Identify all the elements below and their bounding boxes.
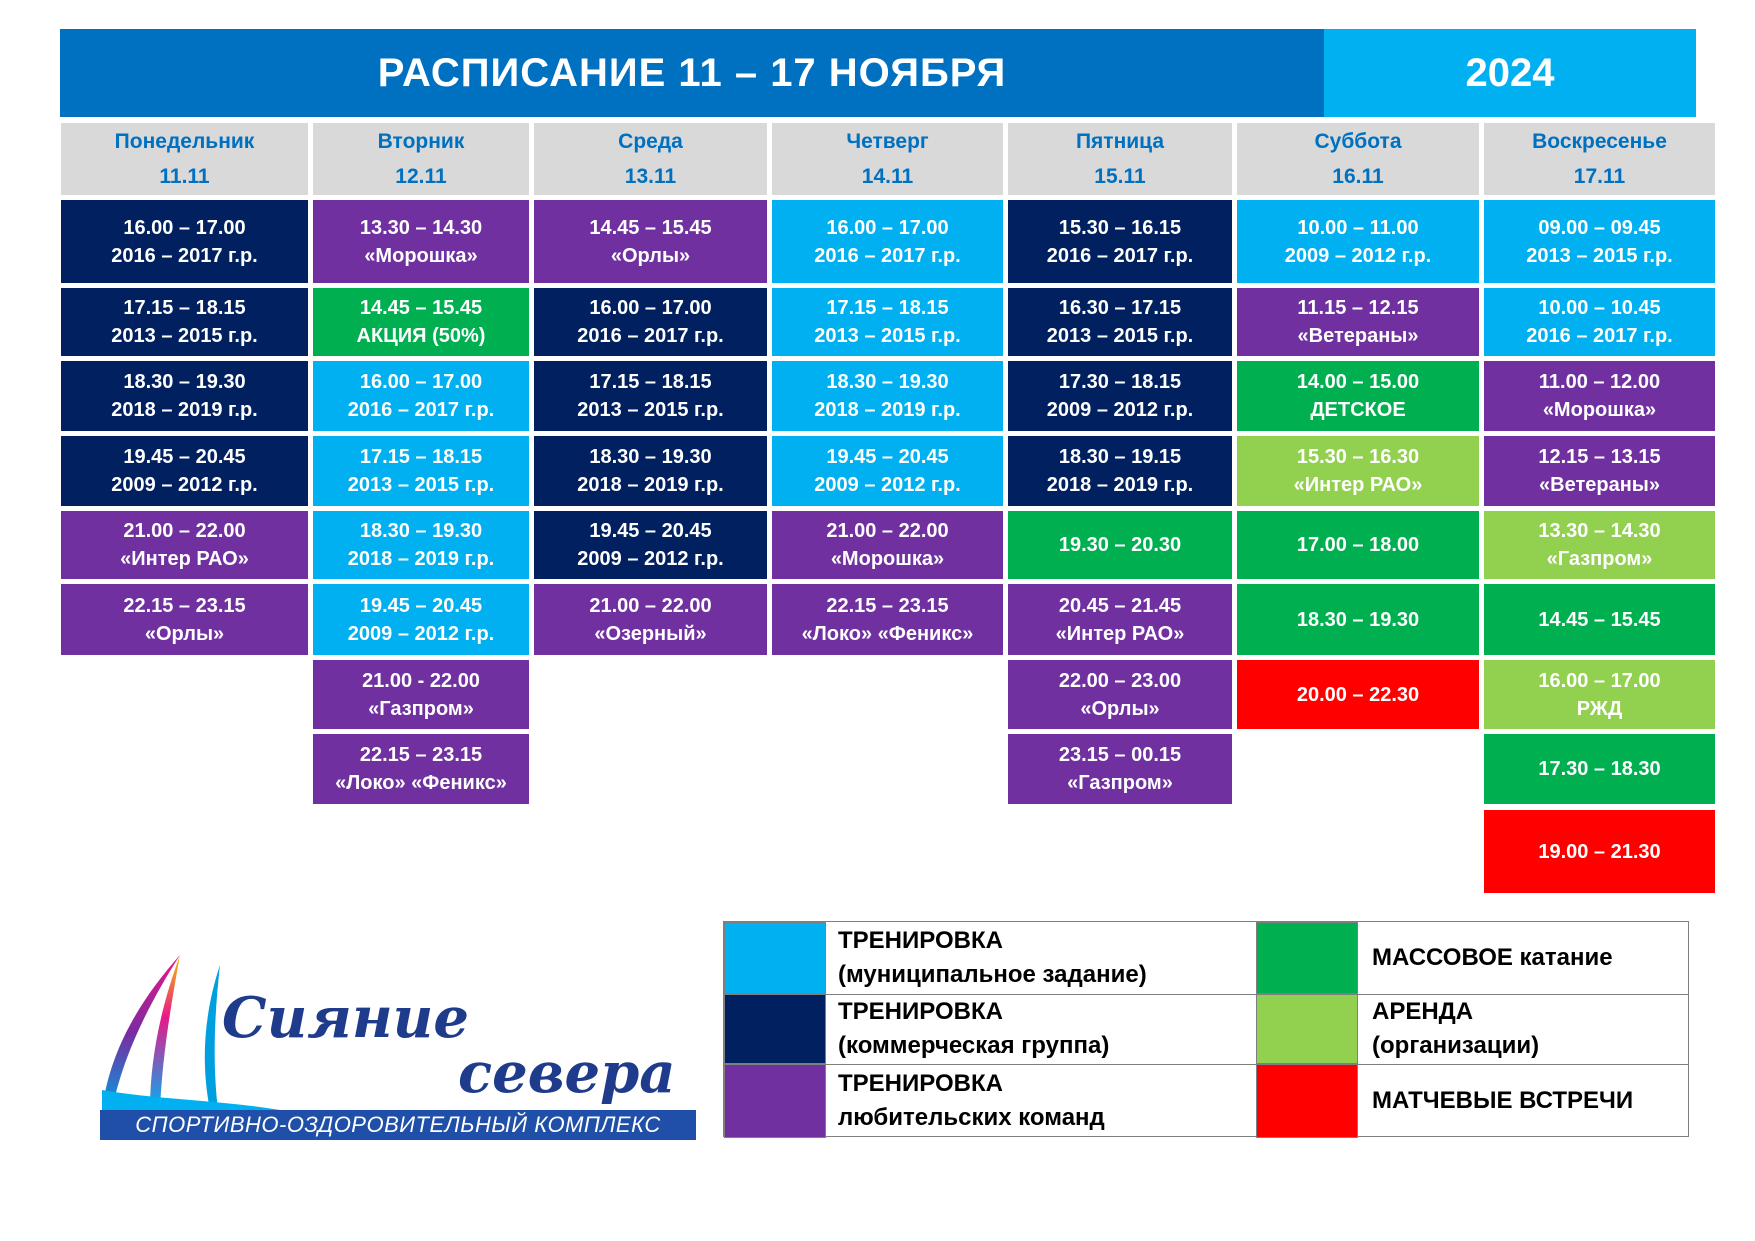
day-header [1237,123,1479,195]
slot-group: 2013 – 2015 г.р. [1526,244,1673,267]
slot-time: 17.15 – 18.15 [123,297,246,319]
day-date: 13.11 [624,165,677,188]
day-name: Четверг [846,130,929,153]
legend-title: МАССОВОЕ катание [1372,944,1613,971]
slot-group: «Морошка» [830,548,945,570]
legend-title: ТРЕНИРОВКА [838,1070,1003,1097]
schedule-slot [1008,660,1232,729]
slot-time: 16.00 – 17.00 [826,216,949,239]
day-header [772,123,1003,195]
slot-group: 2016 – 2017 г.р. [1046,244,1194,267]
slot-time: 15.30 – 16.30 [1296,446,1420,468]
day-name: Пятница [1075,130,1165,153]
schedule-slot [1484,660,1715,729]
day-date: 14.11 [861,165,914,188]
slot-group: «Морошка» [364,244,478,267]
slot-time: 17.30 – 18.15 [1058,371,1182,393]
slot-time: 19.45 – 20.45 [123,446,246,468]
slot-time: 18.30 – 19.30 [359,520,483,542]
schedule-slot [772,584,1003,655]
slot-time: 21.00 - 22.00 [362,669,480,692]
slot-time: 18.30 – 19.30 [1296,608,1420,631]
slot-group: 2013 – 2015 г.р. [814,325,961,347]
day-date: 15.11 [1094,165,1146,188]
slot-group: 2009 – 2012 г.р. [347,622,495,645]
legend-label [1372,922,1613,994]
day-date: 17.11 [1573,165,1626,188]
schedule-slot [772,200,1003,283]
slot-time: 21.00 – 22.00 [826,520,949,542]
schedule-slot [1008,511,1232,579]
slot-time: 19.00 – 21.30 [1538,840,1661,863]
schedule-slot [534,584,767,655]
schedule-slot [61,200,308,283]
slot-time: 16.30 – 17.15 [1058,297,1182,319]
slot-time: 22.00 – 23.00 [1058,669,1182,692]
slot-group: 2018 – 2019 г.р. [1046,474,1194,496]
schedule-title: РАСПИСАНИЕ 11 – 17 НОЯБРЯ [60,29,1324,117]
day-header [61,123,308,195]
legend-swatch [724,994,826,1064]
slot-group: «Орлы» [144,622,225,645]
slot-group: «Ветераны» [1297,325,1419,347]
legend-label [1372,1064,1633,1138]
day-name: Понедельник [114,130,255,153]
legend-label [838,994,1109,1064]
legend-table [723,921,1689,1137]
legend-label [1372,994,1539,1064]
legend-label [838,922,1147,994]
slot-time: 15.30 – 16.15 [1058,216,1182,239]
schedule-slot [534,361,767,431]
slot-group: ДЕТСКОЕ [1310,399,1406,421]
schedule-slot [1484,584,1715,655]
logo-word-siyanie: Сияние [222,985,470,1051]
schedule-slot [313,200,529,283]
slot-group: «Ветераны» [1539,474,1660,496]
schedule-slot [1237,361,1479,431]
slot-time: 14.45 – 15.45 [589,216,712,239]
slot-time: 10.00 – 10.45 [1538,297,1661,319]
schedule-slot [1484,810,1715,893]
schedule-slot [1484,288,1715,356]
schedule-slot [313,660,529,729]
day-name: Суббота [1314,130,1402,153]
schedule-slot [1484,200,1715,283]
legend-title: ТРЕНИРОВКА [838,927,1003,954]
schedule-slot [313,288,529,356]
slot-group: 2013 – 2015 г.р. [347,474,495,496]
schedule-slot [534,436,767,506]
slot-time: 13.30 – 14.30 [359,216,483,239]
slot-time: 10.00 – 11.00 [1297,216,1419,239]
schedule-slot [313,436,529,506]
slot-time: 11.00 – 12.00 [1538,371,1661,393]
logo-tagline: СПОРТИВНО-ОЗДОРОВИТЕЛЬНЫЙ КОМПЛЕКС [100,1110,696,1140]
slot-time: 23.15 – 00.15 [1058,744,1182,766]
slot-time: 11.15 – 12.15 [1297,297,1419,319]
legend-swatch [1256,1064,1358,1138]
schedule-slot [61,288,308,356]
schedule-slot [772,288,1003,356]
schedule-slot [313,511,529,579]
slot-group: 2018 – 2019 г.р. [111,399,258,421]
legend-divider [724,994,1688,995]
slot-time: 14.45 – 15.45 [1538,608,1661,631]
schedule-slot [1237,511,1479,579]
schedule-slot [313,361,529,431]
slot-time: 17.15 – 18.15 [826,297,949,319]
schedule-slot [1484,361,1715,431]
slot-time: 17.15 – 18.15 [589,371,712,393]
day-date: 11.11 [159,165,210,188]
schedule-slot [1237,660,1479,729]
slot-group: «Локо» «Феникс» [801,622,974,645]
schedule-slot [61,436,308,506]
slot-time: 18.30 – 19.30 [826,371,949,393]
schedule-slot [772,436,1003,506]
slot-time: 13.30 – 14.30 [1538,520,1661,542]
slot-time: 19.30 – 20.30 [1058,534,1182,556]
slot-time: 12.15 – 13.15 [1538,446,1661,468]
slot-group: АКЦИЯ (50%) [356,325,486,347]
schedule-slot [1237,584,1479,655]
legend-title: ТРЕНИРОВКА [838,998,1003,1025]
schedule-slot [61,361,308,431]
legend-divider [724,1064,1688,1065]
day-name: Среда [618,130,683,153]
slot-group: «Интер РАО» [1055,622,1185,645]
slot-group: «Орлы» [1080,697,1160,720]
legend-swatch [724,922,826,994]
schedule-slot [1008,436,1232,506]
slot-group: 2009 – 2012 г.р. [1046,399,1194,421]
logo-word-severa: севера [458,1040,676,1106]
slot-time: 16.00 – 17.00 [359,371,483,393]
schedule-slot [534,288,767,356]
slot-group: «Орлы» [610,244,691,267]
slot-time: 21.00 – 22.00 [123,520,246,542]
slot-time: 17.00 – 18.00 [1296,534,1420,556]
slot-time: 19.45 – 20.45 [826,446,949,468]
day-header [1484,123,1715,195]
day-header [534,123,767,195]
legend-title: АРЕНДА [1372,998,1474,1025]
slot-time: 21.00 – 22.00 [589,594,712,617]
slot-time: 20.45 – 21.45 [1058,594,1182,617]
schedule-slot [1008,361,1232,431]
legend-subtitle: любительских команд [838,1104,1105,1131]
slot-group: «Газпром» [1067,772,1173,794]
day-name: Воскресенье [1532,130,1667,153]
slot-time: 16.00 – 17.00 [589,297,712,319]
slot-time: 22.15 – 23.15 [826,594,949,617]
slot-time: 16.00 – 17.00 [1538,669,1661,692]
slot-group: 2018 – 2019 г.р. [814,399,961,421]
legend-divider [1256,922,1257,1136]
slot-group: 2016 – 2017 г.р. [111,244,258,267]
legend-swatch [1256,994,1358,1064]
schedule-slot [1008,288,1232,356]
slot-group: 2018 – 2019 г.р. [347,548,495,570]
slot-time: 20.00 – 22.30 [1296,683,1420,706]
legend-title: МАТЧЕВЫЕ ВСТРЕЧИ [1372,1087,1634,1114]
legend-subtitle: (организации) [1372,1032,1540,1059]
slot-time: 17.15 – 18.15 [359,446,483,468]
schedule-slot [1484,511,1715,579]
slot-group: 2009 – 2012 г.р. [814,474,961,496]
schedule-slot [772,511,1003,579]
slot-group: 2016 – 2017 г.р. [814,244,961,267]
slot-time: 19.45 – 20.45 [589,520,712,542]
schedule-slot [534,511,767,579]
legend-label [838,1064,1105,1138]
slot-group: 2009 – 2012 г.р. [577,548,724,570]
slot-group: 2013 – 2015 г.р. [577,399,724,421]
slot-time: 22.15 – 23.15 [359,744,483,766]
slot-group: 2016 – 2017 г.р. [577,325,724,347]
schedule-slot [534,200,767,283]
legend-swatch [1256,922,1358,994]
slot-group: «Интер РАО» [1293,474,1423,496]
schedule-slot [1484,734,1715,804]
schedule-year: 2024 [1324,29,1696,117]
schedule-slot [1008,734,1232,804]
slot-group: «Газпром» [368,697,474,720]
slot-time: 09.00 – 09.45 [1538,216,1661,239]
slot-time: 17.30 – 18.30 [1538,758,1661,780]
day-header [1008,123,1232,195]
schedule-slot [61,584,308,655]
slot-group: «Локо» «Феникс» [335,772,507,794]
slot-group: «Интер РАО» [120,548,249,570]
legend-subtitle: (коммерческая группа) [838,1032,1110,1059]
schedule-slot [61,511,308,579]
slot-group: 2013 – 2015 г.р. [1046,325,1194,347]
slot-time: 18.30 – 19.15 [1058,446,1182,468]
slot-group: 2016 – 2017 г.р. [1526,325,1673,347]
schedule-slot [313,734,529,804]
schedule-slot [1237,200,1479,283]
day-date: 12.11 [395,165,447,188]
slot-time: 22.15 – 23.15 [123,594,246,617]
schedule-slot [1008,200,1232,283]
slot-time: 18.30 – 19.30 [589,446,712,468]
schedule-slot [1237,436,1479,506]
legend-subtitle: (муниципальное задание) [838,961,1147,988]
slot-group: 2018 – 2019 г.р. [577,474,724,496]
slot-group: 2009 – 2012 г.р. [1284,244,1432,267]
schedule-slot [1008,584,1232,655]
schedule-slot [1484,436,1715,506]
slot-group: 2013 – 2015 г.р. [111,325,258,347]
slot-time: 14.45 – 15.45 [359,297,483,319]
slot-time: 18.30 – 19.30 [123,371,246,393]
slot-group: 2016 – 2017 г.р. [347,399,495,421]
schedule-slot [1237,288,1479,356]
day-date: 16.11 [1332,165,1384,188]
slot-group: «Газпром» [1546,548,1653,570]
day-name: Вторник [377,130,465,153]
slot-group: РЖД [1576,697,1623,720]
day-header [313,123,529,195]
slot-group: «Морошка» [1542,399,1657,421]
schedule-slot [313,584,529,655]
slot-time: 14.00 – 15.00 [1296,371,1420,393]
legend-swatch [724,1064,826,1138]
schedule-slot [772,361,1003,431]
slot-time: 19.45 – 20.45 [359,594,483,617]
slot-group: 2009 – 2012 г.р. [111,474,258,496]
slot-group: «Озерный» [594,622,707,645]
slot-time: 16.00 – 17.00 [123,216,246,239]
